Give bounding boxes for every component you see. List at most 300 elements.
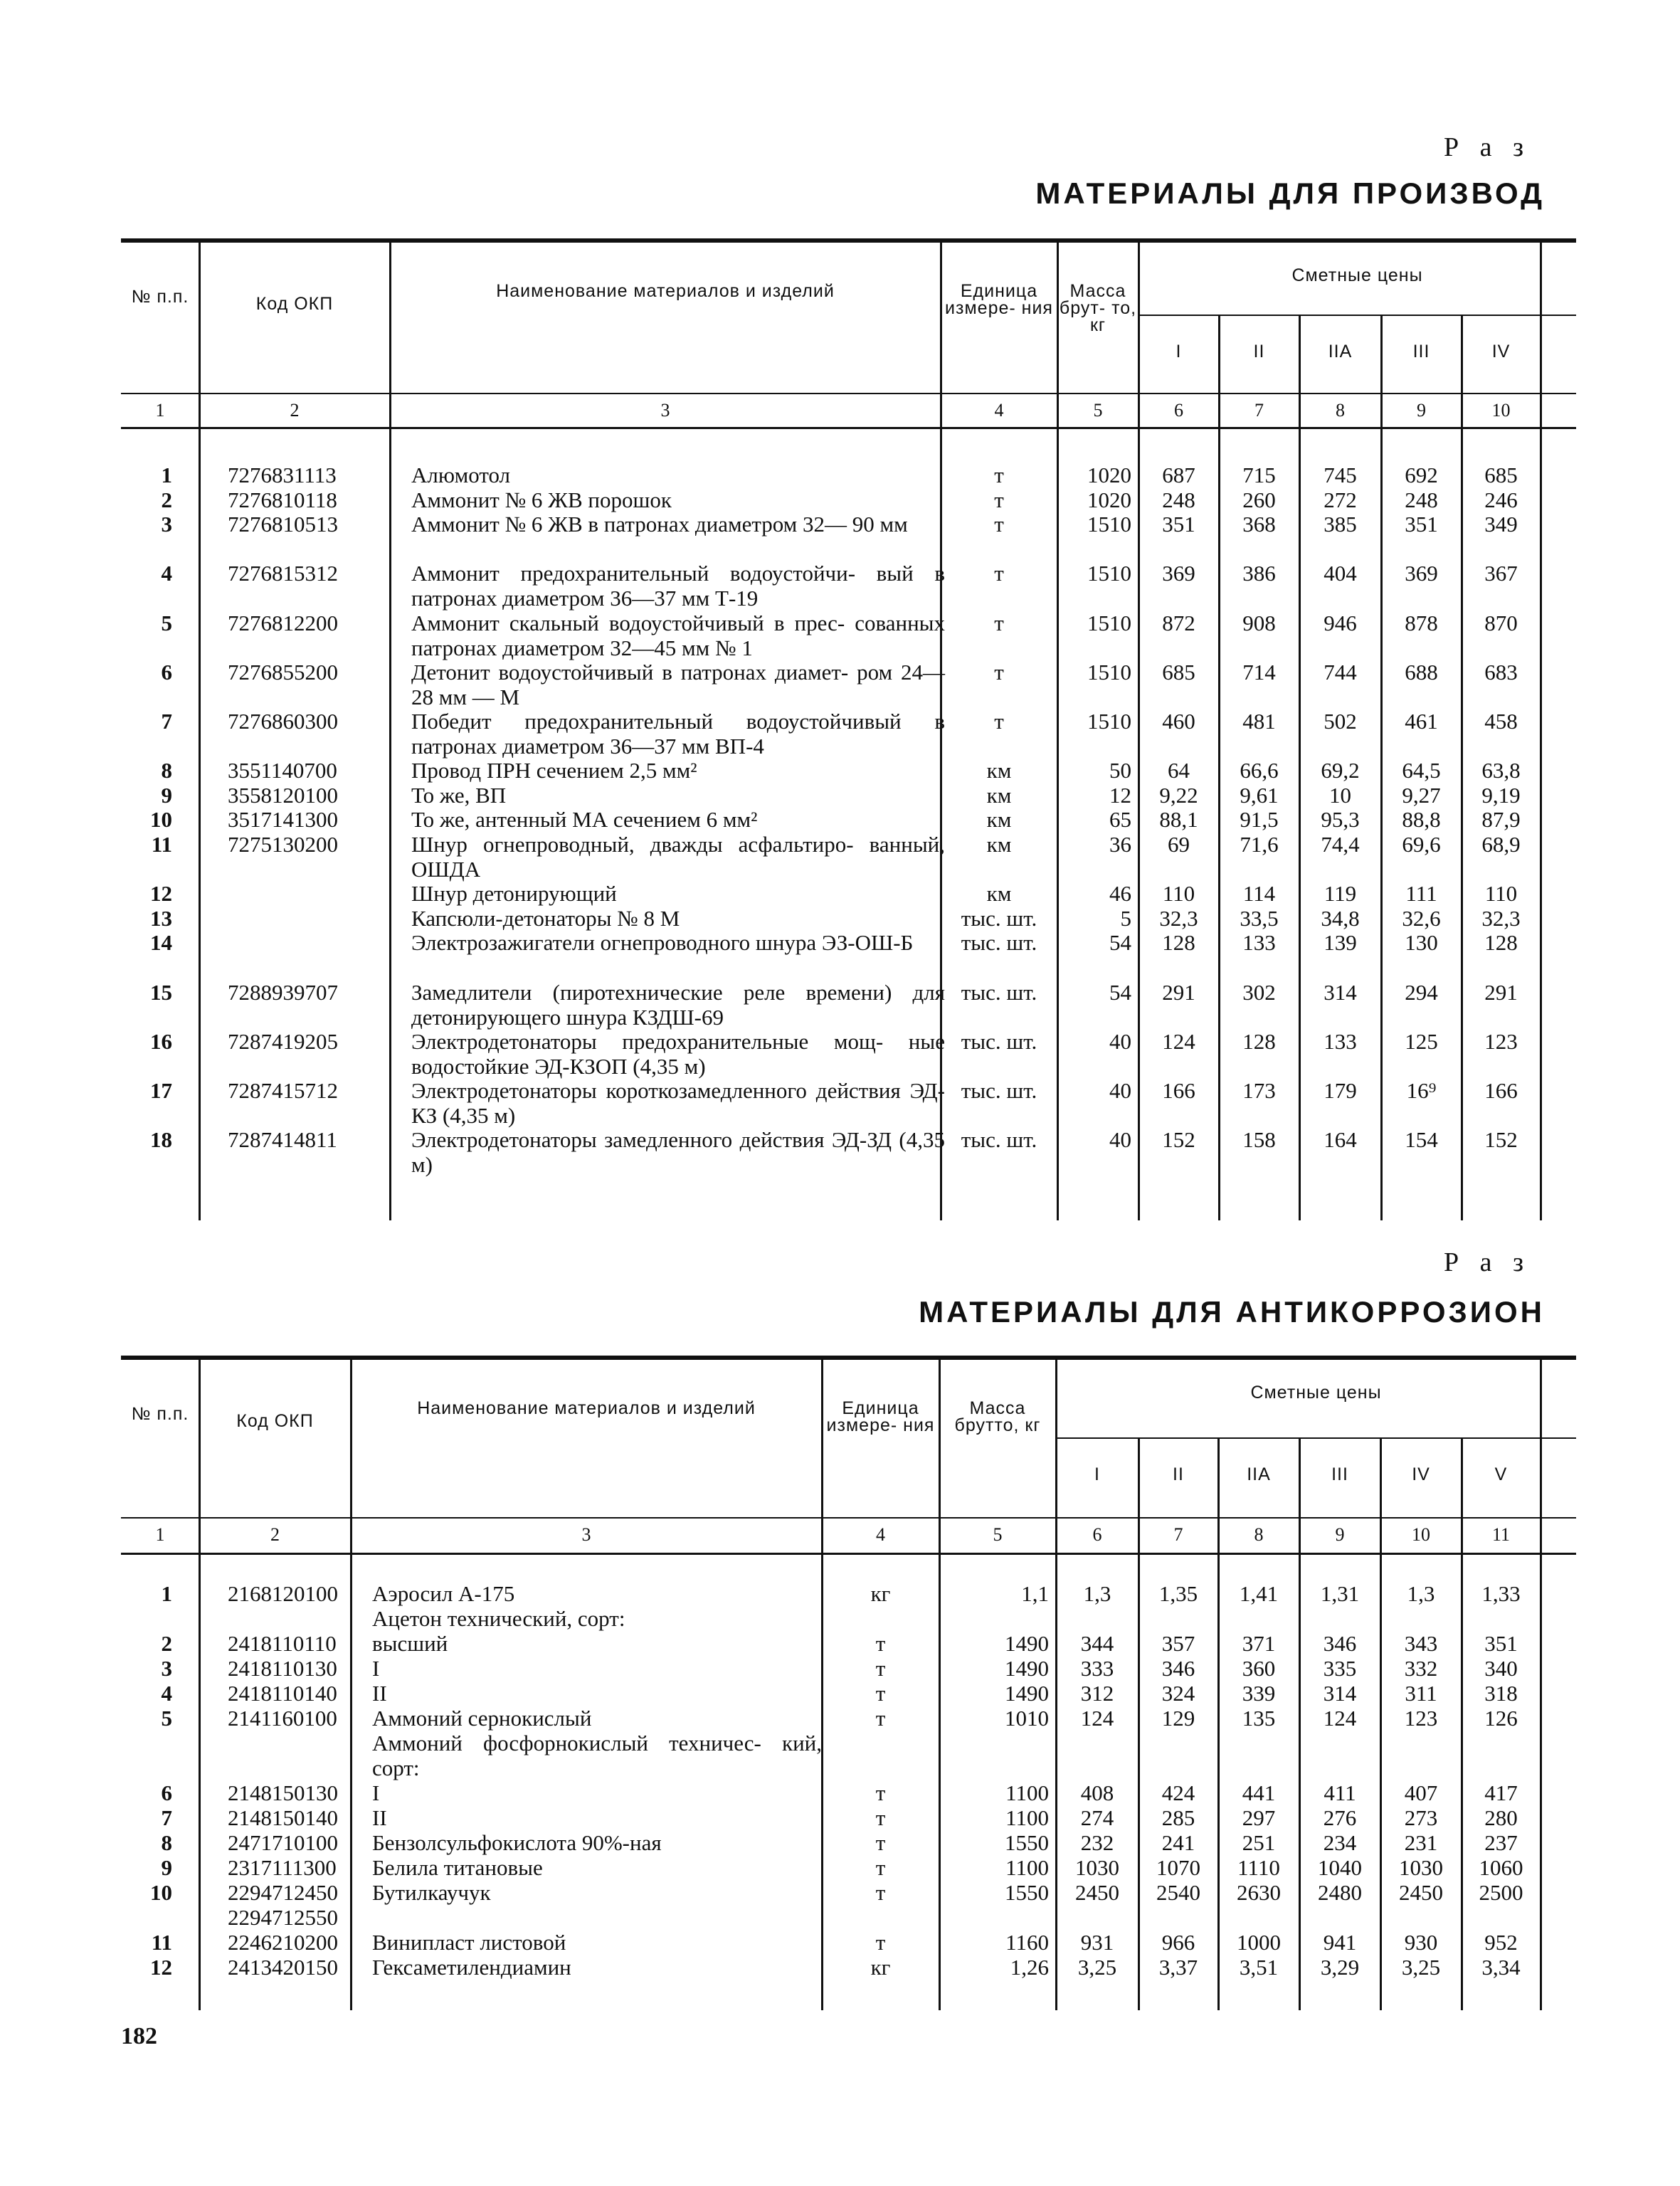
row-price: 69,6 [1402,832,1441,857]
page-number: 182 [121,2023,157,2049]
row-price: 128 [1484,930,1518,956]
row-number: 1 [161,463,172,487]
row-price: 458 [1484,709,1518,734]
row-number: 12 [150,1955,172,1980]
row-price: 312 [1080,1681,1114,1706]
row-name: То же, антенный МА сечением 6 мм² [411,807,758,833]
row-price: 2500 [1479,1880,1523,1905]
row-name: I [372,1780,380,1805]
row-price: 91,5 [1240,807,1279,833]
row-price: 32,6 [1402,905,1441,931]
row-price: 297 [1242,1805,1276,1830]
row-price: 417 [1484,1780,1518,1805]
header-zone: II [1173,1464,1184,1484]
row-price: 408 [1080,1780,1114,1805]
row-number: 7 [161,1805,172,1830]
row-price: 3,51 [1239,1955,1279,1980]
row-price: 344 [1080,1631,1114,1656]
row-price: 166 [1484,1078,1518,1103]
row-unit: тыс. шт. [961,1127,1037,1153]
row-price: 64,5 [1402,758,1441,783]
row-price: 385 [1324,512,1357,537]
row-mass: 1010 [1005,1706,1049,1731]
row-price: 126 [1484,1706,1518,1731]
row-name: Винипласт листовой [372,1930,566,1955]
row-mass: 1490 [1005,1631,1049,1656]
row-price: 294 [1405,979,1438,1005]
row-mass: 1510 [1087,610,1131,635]
row-price: 1000 [1237,1930,1281,1955]
column-number: 2 [290,400,300,421]
column-rule [350,1356,352,2010]
row-price: 744 [1324,659,1357,685]
section1-razdel: Р а з [1443,132,1531,162]
column-number: 3 [660,400,670,421]
column-number: 4 [876,1524,885,1545]
row-price: 481 [1242,709,1276,734]
header-zone: I [1094,1464,1100,1484]
row-price: 931 [1080,1930,1114,1955]
row-name: Бензолсульфокислота 90%-ная [372,1830,662,1855]
row-number: 4 [161,561,172,586]
row-price: 10 [1329,782,1351,808]
row-unit: т [994,561,1004,586]
row-price: 2450 [1075,1880,1119,1905]
header-zone: III [1331,1464,1348,1484]
row-mass: 1510 [1087,561,1131,586]
column-number: 8 [1254,1524,1264,1545]
row-code: 7275130200 [228,832,338,857]
row-price: 1,31 [1320,1581,1360,1606]
row-price: 87,9 [1481,807,1521,833]
row-price: 872 [1162,610,1195,635]
row-unit: т [875,1930,886,1955]
row-number: 14 [150,930,172,956]
row-mass: 40 [1109,1127,1131,1153]
row-price: 125 [1405,1028,1438,1054]
row-price: 685 [1162,659,1195,685]
row-unit: т [875,1855,886,1880]
row-unit: т [875,1830,886,1855]
row-price: 314 [1324,979,1357,1005]
row-price: 1,3 [1407,1581,1435,1606]
row-price: 692 [1405,463,1438,487]
row-mass: 50 [1109,758,1131,783]
row-unit: т [994,610,1004,635]
row-code: 2471710100 [228,1830,338,1855]
row-mass: 1100 [1005,1855,1049,1880]
row-number: 10 [150,807,172,833]
row-price: 128 [1242,1028,1276,1054]
row-number: 6 [161,1780,172,1805]
row-price: 683 [1484,659,1518,685]
header-zone: II [1253,342,1265,361]
row-price: 930 [1404,1930,1438,1955]
row-price: 164 [1324,1127,1357,1153]
row-price: 248 [1162,487,1195,512]
row-price: 133 [1242,930,1276,956]
row-code: 3517141300 [228,807,338,833]
row-mass: 1100 [1005,1805,1049,1830]
row-number: 10 [150,1880,172,1905]
row-number: 13 [150,905,172,931]
row-price: 130 [1405,930,1438,956]
row-name: Аммонит предохранительный водоустойчи- вый в патронах диаметром 36—37 мм Т-19 [411,561,945,611]
row-price: 404 [1324,561,1357,586]
row-price: 272 [1324,487,1357,512]
row-price: 68,9 [1481,832,1521,857]
row-price: 1070 [1156,1855,1200,1880]
row-name: высший [372,1631,448,1656]
column-rule [199,1356,201,2010]
row-number: 12 [150,881,172,907]
row-price: 3,37 [1158,1955,1198,1980]
row-unit: км [986,832,1012,857]
row-code: 2317111300 [228,1855,337,1880]
row-price: 688 [1405,659,1438,685]
row-number: 15 [150,979,172,1005]
row-price: 32,3 [1159,905,1198,931]
section2-title: МАТЕРИАЛЫ ДЛЯ АНТИКОРРОЗИОН [919,1295,1545,1329]
row-code: 7276810513 [228,512,338,537]
row-name: II [372,1805,387,1830]
column-number: 7 [1254,400,1264,421]
row-unit: т [875,1805,886,1830]
row-price: 349 [1484,512,1518,537]
row-name: Аммонит № 6 ЖВ порошок [411,487,672,512]
row-price: 502 [1324,709,1357,734]
row-price: 441 [1242,1780,1276,1805]
row-name: II [372,1681,387,1706]
row-unit: км [986,881,1012,907]
row-price: 318 [1484,1681,1518,1706]
row-name: Электродетонаторы короткозамедленного действия ЭД-КЗ (4,35 м) [411,1078,945,1128]
row-mass: 1,1 [1021,1581,1049,1606]
row-code: 7276815312 [228,561,338,586]
row-price: 332 [1404,1656,1438,1681]
header-bottom-rule [121,393,1576,394]
row-name: Бутилкаучук [372,1880,491,1905]
row-name: Шнур детонирующий [411,881,617,907]
row-price: 324 [1161,1681,1195,1706]
row-mass: 1490 [1005,1656,1049,1681]
header-mass: Масса брутто, кг [954,1398,1041,1435]
row-price: 314 [1323,1681,1357,1706]
header-name: Наименование материалов и изделий [496,281,835,301]
row-unit: т [994,659,1004,685]
row-unit: тыс. шт. [961,979,1037,1005]
row-price: 274 [1080,1805,1114,1830]
row-price: 71,6 [1240,832,1279,857]
row-number: 18 [150,1127,172,1153]
row-name: Электродетонаторы замедленного действия ЭД-ЗД (4,35 м) [411,1127,945,1178]
row-price: 1060 [1479,1855,1523,1880]
row-code: 7287419205 [228,1028,338,1054]
row-price: 69,2 [1321,758,1360,783]
row-number: 11 [151,832,172,857]
row-price: 3,29 [1320,1955,1360,1980]
row-price: 246 [1484,487,1518,512]
row-mass: 1,26 [1010,1955,1049,1980]
row-number: 6 [161,659,172,685]
column-number: 7 [1173,1524,1183,1545]
header-code: Код ОКП [236,1411,314,1431]
row-price: 302 [1242,979,1276,1005]
row-number: 3 [161,1656,172,1681]
row-price: 129 [1161,1706,1195,1731]
row-mass: 36 [1109,832,1131,857]
header-zone: IIА [1328,342,1353,361]
row-price: 369 [1162,561,1195,586]
row-unit: тыс. шт. [961,1028,1037,1054]
row-code: 7276810118 [228,487,337,512]
row-unit: т [994,709,1004,734]
header-bottom-rule [121,1517,1576,1519]
row-unit: т [875,1780,886,1805]
row-price: 411 [1324,1780,1356,1805]
row-number: 5 [161,610,172,635]
row-name: Алюмотол [411,463,511,487]
row-price: 9,61 [1240,782,1279,808]
row-price: 123 [1484,1028,1518,1054]
row-price: 64 [1168,758,1190,783]
row-number: 17 [150,1078,172,1103]
section2-razdel: Р а з [1443,1247,1531,1277]
row-price: 114 [1242,881,1276,907]
row-price: 368 [1242,512,1276,537]
row-name: Замедлители (пиротехнические реле времени) для детонирующего шнура КЗДШ-69 [411,979,945,1030]
row-number: 5 [161,1706,172,1731]
row-number: 8 [161,758,172,783]
row-price: 2450 [1399,1880,1443,1905]
row-unit: т [994,463,1004,487]
row-mass: 65 [1109,807,1131,833]
row-name: Детонит водоустойчивый в патронах диамет- ром 24—28 мм — М [411,659,945,709]
row-price: 908 [1242,610,1276,635]
row-mass: 1550 [1005,1830,1049,1855]
row-mass: 1510 [1087,512,1131,537]
row-price: 3,25 [1077,1955,1117,1980]
row-price: 9,22 [1159,782,1198,808]
header-zone: IV [1412,1464,1430,1484]
row-name: Провод ПРН сечением 2,5 мм² [411,758,697,783]
row-name: Капсюли-детонаторы № 8 М [411,905,680,931]
row-number: 2 [161,1631,172,1656]
row-unit: тыс. шт. [961,1078,1037,1103]
row-name: Гексаметилендиамин [372,1955,571,1980]
row-price: 339 [1242,1681,1276,1706]
row-code: 2294712550 [228,1905,338,1930]
row-price: 285 [1161,1805,1195,1830]
row-mass: 1510 [1087,659,1131,685]
row-price: 870 [1484,610,1518,635]
row-price: 346 [1161,1656,1195,1681]
prices-subheader-rule [1139,315,1576,316]
column-number: 9 [1417,400,1426,421]
row-unit: км [986,782,1012,808]
row-price: 1,35 [1158,1581,1198,1606]
row-code: 7287414811 [228,1127,337,1153]
row-price: 346 [1323,1631,1357,1656]
row-code: 7276860300 [228,709,338,734]
header-zone: IIА [1247,1464,1271,1484]
row-price: 351 [1484,1631,1518,1656]
row-price: 340 [1484,1656,1518,1681]
header-num: № п.п. [131,1404,189,1424]
column-number: 6 [1174,400,1183,421]
row-name: Белила титановые [372,1855,543,1880]
row-name: Аммонит скальный водоустойчивый в прес- сованных патронах диаметром 32—45 мм № 1 [411,610,945,660]
row-price: 152 [1162,1127,1195,1153]
row-unit: кг [870,1581,891,1606]
row-mass: 12 [1109,782,1131,808]
column-number: 9 [1335,1524,1345,1545]
row-mass: 54 [1109,930,1131,956]
row-name: Шнур огнепроводный, дважды асфальтиро- ванный, ОШДА [411,832,945,882]
row-number: 7 [161,709,172,734]
row-price: 966 [1161,1930,1195,1955]
header-zone: V [1494,1464,1508,1484]
header-code: Код ОКП [255,294,334,314]
column-number: 4 [994,400,1004,421]
row-price: 63,8 [1481,758,1521,783]
column-number: 10 [1491,400,1511,421]
row-price: 1110 [1237,1855,1280,1880]
row-code: 3558120100 [228,782,338,808]
row-unit: т [875,1631,886,1656]
row-price: 3,34 [1481,1955,1521,1980]
row-code: 2141160100 [228,1706,337,1731]
row-price: 333 [1080,1656,1114,1681]
section1-title: МАТЕРИАЛЫ ДЛЯ ПРОИЗВОД [1035,176,1545,210]
row-code: 7276831113 [228,463,337,487]
row-price: 407 [1404,1780,1438,1805]
row-unit: кг [870,1955,891,1980]
row-price: 273 [1404,1805,1438,1830]
row-mass: 40 [1109,1078,1131,1103]
row-code: 2168120100 [228,1581,338,1606]
row-price: 3,25 [1401,1955,1441,1980]
row-price: 251 [1242,1830,1276,1855]
header-zone: I [1176,342,1182,361]
row-price: 123 [1404,1706,1438,1731]
row-mass: 1550 [1005,1880,1049,1905]
row-price: 179 [1324,1078,1357,1103]
row-price: 687 [1162,463,1195,487]
row-mass: 1100 [1005,1780,1049,1805]
row-price: 95,3 [1321,807,1360,833]
row-name: I [372,1656,380,1681]
row-price: 234 [1323,1830,1357,1855]
row-number: 16 [150,1028,172,1054]
row-mass: 1510 [1087,709,1131,734]
header-mass: Масса брут- то, кг [1059,281,1137,335]
column-numbers-rule [121,1553,1576,1555]
row-name: Аэросил А-175 [372,1581,515,1606]
row-price: 135 [1242,1706,1276,1731]
row-price: 2540 [1156,1880,1200,1905]
column-number: 1 [155,400,165,421]
row-price: 343 [1404,1631,1438,1656]
row-unit: км [986,807,1012,833]
row-code: 2418110110 [228,1631,337,1656]
row-price: 9,27 [1402,782,1441,808]
row-price: 110 [1484,881,1518,907]
row-price: 371 [1242,1631,1276,1656]
row-price: 311 [1405,1681,1437,1706]
row-price: 158 [1242,1127,1276,1153]
row-price: 232 [1080,1830,1114,1855]
row-name: Победит предохранительный водоустойчивый в патронах диаметром 36—37 мм ВП-4 [411,709,945,759]
row-code: 7276812200 [228,610,338,635]
row-price: 280 [1484,1805,1518,1830]
row-price: 369 [1405,561,1438,586]
table-top-rule [121,238,1576,243]
row-price: 291 [1484,979,1518,1005]
row-mass: 5 [1120,905,1131,931]
column-rule [199,238,201,1220]
row-mass: 1160 [1005,1930,1049,1955]
row-code: 2418110130 [228,1656,337,1681]
row-price: 154 [1405,1127,1438,1153]
row-name: То же, ВП [411,782,507,808]
row-code: 2294712450 [228,1880,338,1905]
column-number: 2 [270,1524,280,1545]
row-price: 34,8 [1321,905,1360,931]
row-price: 241 [1161,1830,1195,1855]
column-number: 8 [1336,400,1345,421]
row-price: 74,4 [1321,832,1360,857]
row-mass: 54 [1109,979,1131,1005]
row-price: 237 [1484,1830,1518,1855]
row-price: 2480 [1318,1880,1362,1905]
row-mass: 46 [1109,881,1131,907]
row-unit: т [875,1681,886,1706]
row-price: 1,33 [1481,1581,1521,1606]
row-price: 745 [1324,463,1357,487]
row-price: 714 [1242,659,1276,685]
row-price: 124 [1323,1706,1357,1731]
row-name: Аммонит № 6 ЖВ в патронах диаметром 32— 90 мм [411,512,908,537]
row-price: 335 [1323,1656,1357,1681]
row-price: 878 [1405,610,1438,635]
row-price: 33,5 [1240,905,1279,931]
row-number: 1 [161,1581,172,1606]
row-price: 461 [1405,709,1438,734]
row-mass: 1020 [1087,487,1131,512]
row-price: 276 [1323,1805,1357,1830]
row-unit: т [875,1656,886,1681]
row-price: 1030 [1399,1855,1443,1880]
row-price: 88,8 [1402,807,1441,833]
row-price: 231 [1404,1830,1438,1855]
row-unit: км [986,758,1012,783]
row-code: 2148150140 [228,1805,338,1830]
row-price: 946 [1324,610,1357,635]
row-unit: тыс. шт. [961,930,1037,956]
row-unit: тыс. шт. [961,905,1037,931]
row-price: 88,1 [1159,807,1198,833]
row-price: 351 [1405,512,1438,537]
row-price: 1,41 [1239,1581,1279,1606]
row-price: 260 [1242,487,1276,512]
row-price: 139 [1324,930,1357,956]
row-price: 715 [1242,463,1276,487]
column-numbers-rule [121,427,1576,429]
row-price: 367 [1484,561,1518,586]
row-price: 124 [1162,1028,1195,1054]
row-price: 291 [1162,979,1195,1005]
